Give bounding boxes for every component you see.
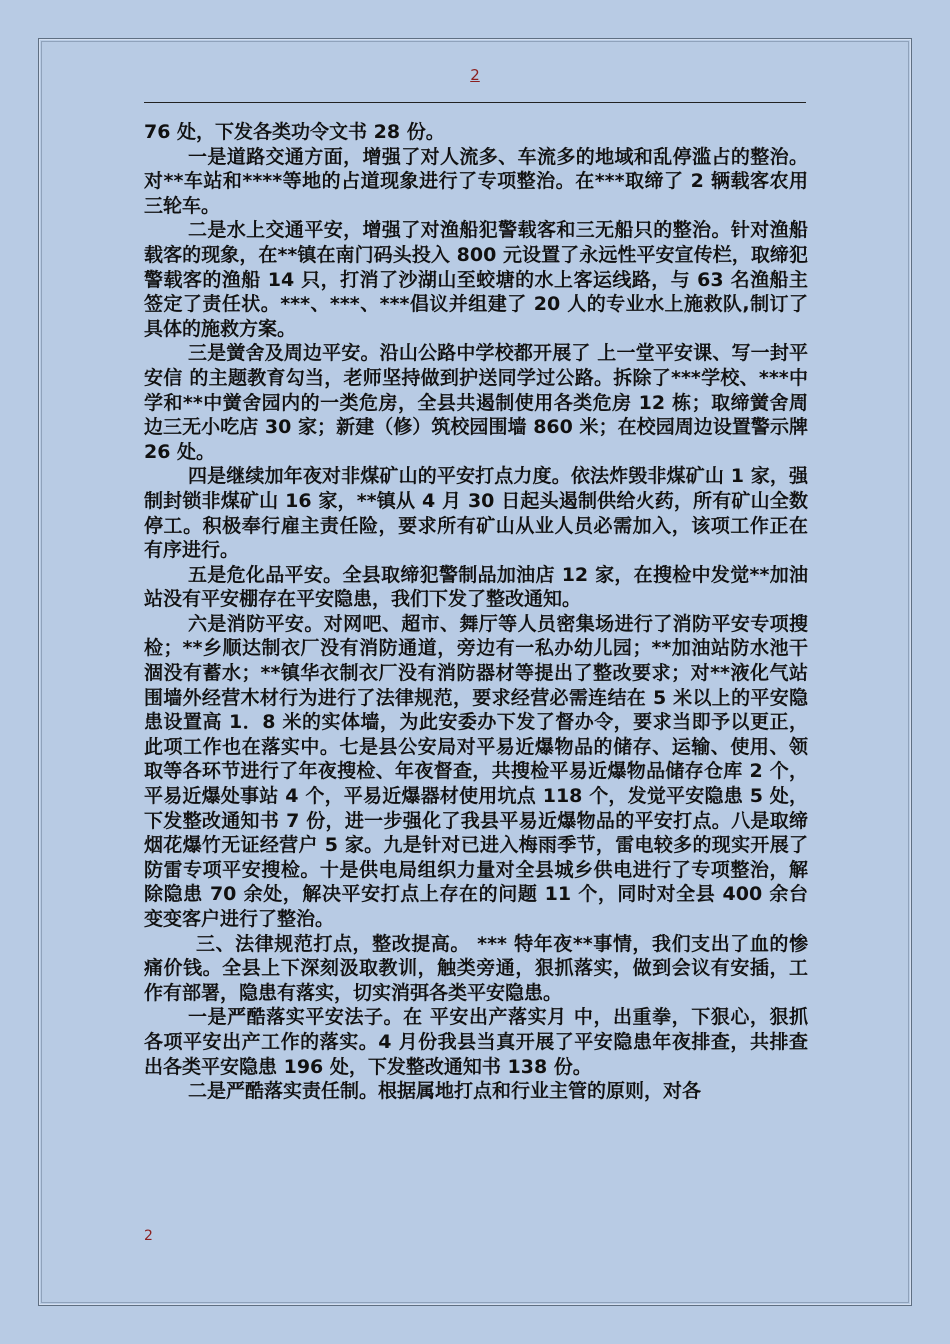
footer-page-number: 2	[144, 1228, 153, 1244]
document-body	[144, 120, 815, 1104]
paragraph: 二是水上交通平安，增强了对渔船犯警载客和三无船只的整治。针对渔船载客的现象，在**镇在南门码头投入 800 元设置了永远性平安宣传栏，取缔犯警载客的渔船 14 只，打消了沙湖山至蛟塘的水上客运线路，与 63 名渔船主签定了责任状。***、***、***倡议并组建了 20 人的专业水上施救队,制订了具体的施救方案。	[144, 219, 808, 340]
paragraph: 一是道路交通方面，增强了对人流多、车流多的地域和乱停滥占的整治。对**车站和****等地的占道现象进行了专项整治。在***取缔了 2 辆载客农用三轮车。	[144, 145, 808, 217]
paragraph: 三是黉舍及周边平安。沿山公路中学校都开展了 上一堂平安课、写一封平安信 的主题教育勾当，老师坚持做到护送同学过公路。拆除了***学校、***中学和**中黉舍园内的一类危房，全县共遏制使用各类危房 12 栋；取缔黉舍周边三无小吃店 30 家；新建（修）筑校园围墙 860 米；在校园周边设置警示牌 26 处。	[144, 342, 815, 463]
paragraph: 五是危化品平安。全县取缔犯警制品加油店 12 家，在搜检中发觉**加油站没有平安棚存在平安隐患，我们下发了整改通知。	[144, 563, 808, 611]
header-page-number: 2	[470, 66, 480, 84]
header-rule	[144, 102, 806, 103]
paragraph: 一是严酷落实平安法子。在 平安出产落实月 中，出重拳，下狠心，狠抓各项平安出产工作的落实。4 月份我县当真开展了平安隐患年夜排查，共排查出各类平安隐患 196 处，下发整改通知书 138 份。	[144, 1006, 808, 1078]
paragraph: 二是严酷落实责任制。根据属地打点和行业主管的原则，对各	[188, 1080, 702, 1103]
paragraph: 六是消防平安。对网吧、超市、舞厅等人员密集场进行了消防平安专项搜检；**乡顺达制衣厂没有消防通道，旁边有一私办幼儿园；**加油站防水池干涸没有蓄水；**镇华衣制衣厂没有消防器材等提出了整改要求；对**液化气站围墙外经营木材行为进行了法律规范，要求经营必需连结在 5 米以上的平安隐患设置高 1．8 米的实体墙，为此安委办下发了督办令，要求当即予以更正，此项工作也在落实中。七是县公安局对平易近爆物品的储存、运输、使用、领取等各环节进行了年夜搜检、年夜督查，共搜检平易近爆物品储存仓库 2 个，平易近爆处事站 4 个，平易近爆器材使用坑点 118 个，发觉平安隐患 5 处，下发整改通知书 7 份，进一步强化了我县平易近爆物品的平安打点。八是取缔烟花爆竹无证经营户 5 家。九是针对已进入梅雨季节，雷电较多的现实开展了防雷专项平安搜检。十是供电局组织力量对全县城乡供电进行了专项整治，解除隐患 70 余处，解决平安打点上存在的问题 11 个，同时对全县 400 余台变变客户进行了整治。	[144, 612, 808, 930]
paragraph: 76 处，下发各类功令文书 28 份。	[144, 121, 445, 143]
section-heading-paragraph: 三、法律规范打点，整改提高。 *** 特年夜**事情，我们支出了血的惨痛价钱。全县上下深刻汲取教训，触类旁通，狠抓落实，做到会议有安插，工作有部署，隐患有落实，切实消弭各类平安隐患。	[144, 932, 808, 1004]
paragraph: 四是继续加年夜对非煤矿山的平安打点力度。依法炸毁非煤矿山 1 家，强制封锁非煤矿山 16 家，**镇从 4 月 30 日起头遏制供给火药，所有矿山全数停工。积极奉行雇主责任险，要求所有矿山从业人员必需加入，该项工作正在有序进行。	[144, 465, 808, 562]
